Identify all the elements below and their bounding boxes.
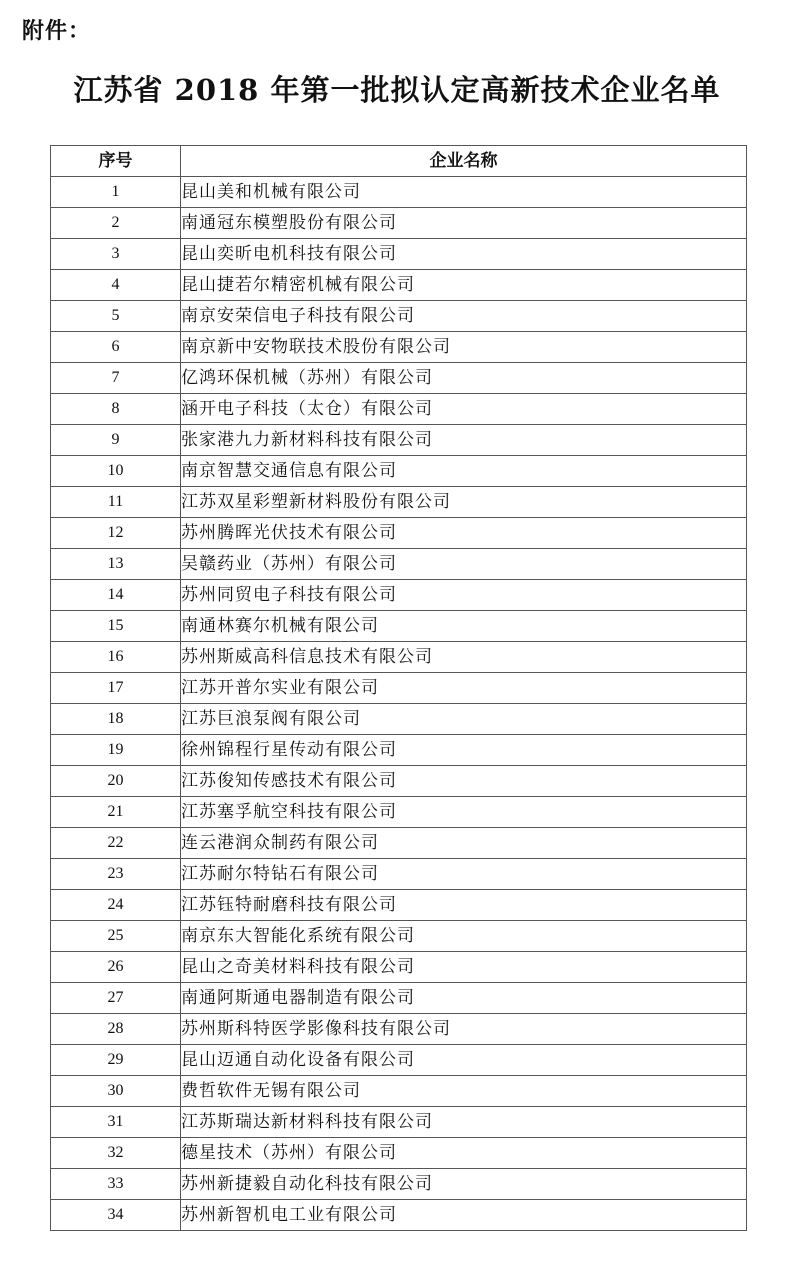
company-name: 苏州同贸电子科技有限公司	[181, 580, 747, 611]
row-number: 5	[51, 301, 181, 332]
table-row	[51, 487, 747, 518]
row-number: 23	[51, 859, 181, 890]
table-row	[51, 332, 747, 363]
table-row	[51, 456, 747, 487]
company-name: 江苏开普尔实业有限公司	[181, 673, 747, 704]
table-row	[51, 1076, 747, 1107]
row-number: 32	[51, 1138, 181, 1169]
table-row	[51, 1169, 747, 1200]
table-row	[51, 1200, 747, 1231]
table-row	[51, 859, 747, 890]
row-number: 14	[51, 580, 181, 611]
company-name: 费哲软件无锡有限公司	[181, 1076, 747, 1107]
table-row	[51, 983, 747, 1014]
row-number: 7	[51, 363, 181, 394]
table-row	[51, 425, 747, 456]
row-number: 6	[51, 332, 181, 363]
row-number: 19	[51, 735, 181, 766]
row-number: 3	[51, 239, 181, 270]
company-name: 昆山迈通自动化设备有限公司	[181, 1045, 747, 1076]
row-number: 27	[51, 983, 181, 1014]
row-number: 2	[51, 208, 181, 239]
row-number: 17	[51, 673, 181, 704]
company-name: 江苏耐尔特钻石有限公司	[181, 859, 747, 890]
row-number: 24	[51, 890, 181, 921]
row-number: 28	[51, 1014, 181, 1045]
table-row	[51, 394, 747, 425]
row-number: 13	[51, 549, 181, 580]
row-number: 16	[51, 642, 181, 673]
company-name: 涵开电子科技（太仓）有限公司	[181, 394, 747, 425]
table-row	[51, 611, 747, 642]
company-name: 苏州新智机电工业有限公司	[181, 1200, 747, 1231]
table-row	[51, 1138, 747, 1169]
company-name: 苏州腾晖光伏技术有限公司	[181, 518, 747, 549]
company-name: 南京东大智能化系统有限公司	[181, 921, 747, 952]
row-number: 31	[51, 1107, 181, 1138]
table-header-row	[51, 146, 747, 177]
table-row	[51, 1107, 747, 1138]
column-header-company-name: 企业名称	[181, 146, 747, 177]
company-name: 南京新中安物联技术股份有限公司	[181, 332, 747, 363]
row-number: 9	[51, 425, 181, 456]
table-row	[51, 580, 747, 611]
row-number: 4	[51, 270, 181, 301]
row-number: 11	[51, 487, 181, 518]
table-body	[51, 177, 747, 1231]
row-number: 33	[51, 1169, 181, 1200]
table-row	[51, 1014, 747, 1045]
column-header-number: 序号	[51, 146, 181, 177]
table-row	[51, 549, 747, 580]
company-name: 江苏斯瑞达新材料科技有限公司	[181, 1107, 747, 1138]
row-number: 1	[51, 177, 181, 208]
row-number: 34	[51, 1200, 181, 1231]
table-row	[51, 828, 747, 859]
company-name: 张家港九力新材料科技有限公司	[181, 425, 747, 456]
company-name: 南京安荣信电子科技有限公司	[181, 301, 747, 332]
table-row	[51, 766, 747, 797]
table-row	[51, 1045, 747, 1076]
row-number: 18	[51, 704, 181, 735]
attachment-label: 附件：	[22, 19, 92, 44]
company-name: 吴赣药业（苏州）有限公司	[181, 549, 747, 580]
company-name: 昆山之奇美材料科技有限公司	[181, 952, 747, 983]
table-row	[51, 673, 747, 704]
company-name: 南京智慧交通信息有限公司	[181, 456, 747, 487]
company-name: 德星技术（苏州）有限公司	[181, 1138, 747, 1169]
company-table	[50, 145, 747, 1231]
table-row	[51, 518, 747, 549]
company-name: 江苏巨浪泵阀有限公司	[181, 704, 747, 735]
row-number: 20	[51, 766, 181, 797]
table-row	[51, 890, 747, 921]
row-number: 10	[51, 456, 181, 487]
row-number: 25	[51, 921, 181, 952]
row-number: 22	[51, 828, 181, 859]
row-number: 21	[51, 797, 181, 828]
table-row	[51, 921, 747, 952]
row-number: 26	[51, 952, 181, 983]
table-row	[51, 208, 747, 239]
company-name: 昆山奕昕电机科技有限公司	[181, 239, 747, 270]
company-name: 南通林赛尔机械有限公司	[181, 611, 747, 642]
row-number: 12	[51, 518, 181, 549]
table-row	[51, 239, 747, 270]
company-name: 苏州新捷毅自动化科技有限公司	[181, 1169, 747, 1200]
company-name: 昆山美和机械有限公司	[181, 177, 747, 208]
row-number: 15	[51, 611, 181, 642]
row-number: 30	[51, 1076, 181, 1107]
table-row	[51, 704, 747, 735]
company-name: 江苏双星彩塑新材料股份有限公司	[181, 487, 747, 518]
row-number: 8	[51, 394, 181, 425]
company-name: 亿鸿环保机械（苏州）有限公司	[181, 363, 747, 394]
table-row	[51, 301, 747, 332]
table-row	[51, 270, 747, 301]
table-row	[51, 363, 747, 394]
company-name: 江苏塞孚航空科技有限公司	[181, 797, 747, 828]
company-name: 苏州斯科特医学影像科技有限公司	[181, 1014, 747, 1045]
row-number: 29	[51, 1045, 181, 1076]
table-row	[51, 642, 747, 673]
company-name: 南通阿斯通电器制造有限公司	[181, 983, 747, 1014]
document-title: 江苏省 2018 年第一批拟认定高新技术企业名单	[73, 73, 721, 107]
company-name: 苏州斯威高科信息技术有限公司	[181, 642, 747, 673]
company-name: 南通冠东模塑股份有限公司	[181, 208, 747, 239]
table-row	[51, 797, 747, 828]
company-name: 江苏俊知传感技术有限公司	[181, 766, 747, 797]
company-name: 江苏钰特耐磨科技有限公司	[181, 890, 747, 921]
company-name: 徐州锦程行星传动有限公司	[181, 735, 747, 766]
table-row	[51, 735, 747, 766]
company-name: 昆山捷若尔精密机械有限公司	[181, 270, 747, 301]
company-name: 连云港润众制药有限公司	[181, 828, 747, 859]
table-row	[51, 952, 747, 983]
table-row	[51, 177, 747, 208]
